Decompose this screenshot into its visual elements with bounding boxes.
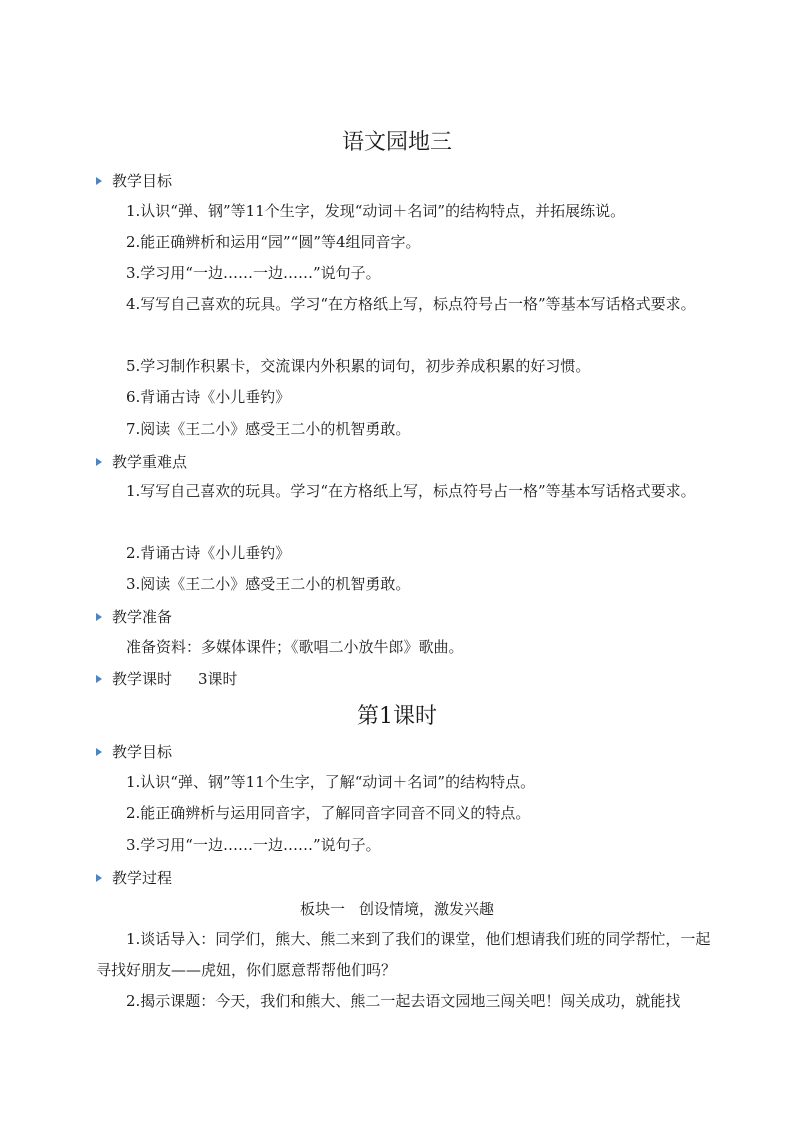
triangle-bullet-icon bbox=[96, 458, 102, 466]
triangle-bullet-icon bbox=[96, 177, 102, 185]
lesson-title: 第1课时 bbox=[357, 704, 437, 729]
section-heading-class-hours: 教学课时 3课时 bbox=[96, 668, 238, 690]
section-heading-preparation: 教学准备 bbox=[96, 606, 172, 628]
process-item: 1.谈话导入：同学们，熊大、熊二来到了我们的课堂，他们想请我们班的同学帮忙，一起寻找好朋友——虎妞，你们愿意帮帮他们吗？ bbox=[96, 930, 711, 979]
section-heading-lesson-goals: 教学目标 bbox=[96, 741, 172, 763]
section-heading-teaching-process: 教学过程 bbox=[96, 867, 172, 889]
difficulty-item: 2.背诵古诗《小儿垂钓》 bbox=[126, 544, 291, 562]
goal-item: 6.背诵古诗《小儿垂钓》 bbox=[126, 388, 291, 406]
goal-item: 7.阅读《王二小》感受王二小的机智勇敢。 bbox=[126, 420, 411, 438]
goal-item: 5.学习制作积累卡，交流课内外积累的词句，初步养成积累的好习惯。 bbox=[126, 357, 591, 375]
goal-item: 2.能正确辨析和运用“园”“圆”等4组同音字。 bbox=[126, 233, 421, 251]
lesson-goal-item: 3.学习用“一边……一边……”说句子。 bbox=[126, 836, 381, 854]
triangle-bullet-icon bbox=[96, 874, 102, 882]
triangle-bullet-icon bbox=[96, 613, 102, 621]
page-title: 语文园地三 bbox=[341, 130, 452, 155]
difficulty-item: 3.阅读《王二小》感受王二小的机智勇敢。 bbox=[126, 575, 411, 593]
lesson-goal-item: 2.能正确辨析与运用同音字，了解同音字同音不同义的特点。 bbox=[126, 804, 531, 822]
preparation-text: 准备资料：多媒体课件；《歌唱二小放牛郎》歌曲。 bbox=[126, 638, 464, 656]
triangle-bullet-icon bbox=[96, 748, 102, 756]
process-item: 2.揭示课题：今天，我们和熊大、熊二一起去语文园地三闯关吧！闯关成功，就能找 bbox=[126, 992, 681, 1010]
lesson-goal-item: 1.认识“弹、钢”等11个生字，了解“动词＋名词”的结构特点。 bbox=[126, 773, 536, 791]
section-heading-key-difficulties: 教学重难点 bbox=[96, 451, 187, 473]
class-hours-value: 3课时 bbox=[198, 670, 238, 688]
triangle-bullet-icon bbox=[96, 675, 102, 683]
block-heading: 板块一 创设情境，激发兴趣 bbox=[299, 900, 495, 918]
goal-item: 1.认识“弹、钢”等11个生字，发现“动词＋名词”的结构特点，并拓展练说。 bbox=[126, 202, 626, 220]
difficulty-item: 1.写写自己喜欢的玩具。学习“在方格纸上写，标点符号占一格”等基本写话格式要求。 bbox=[126, 482, 696, 500]
section-heading-teaching-goals: 教学目标 bbox=[96, 170, 172, 192]
goal-item: 3.学习用“一边……一边……”说句子。 bbox=[126, 264, 381, 282]
goal-item: 4.写写自己喜欢的玩具。学习“在方格纸上写，标点符号占一格”等基本写话格式要求。 bbox=[126, 295, 696, 313]
